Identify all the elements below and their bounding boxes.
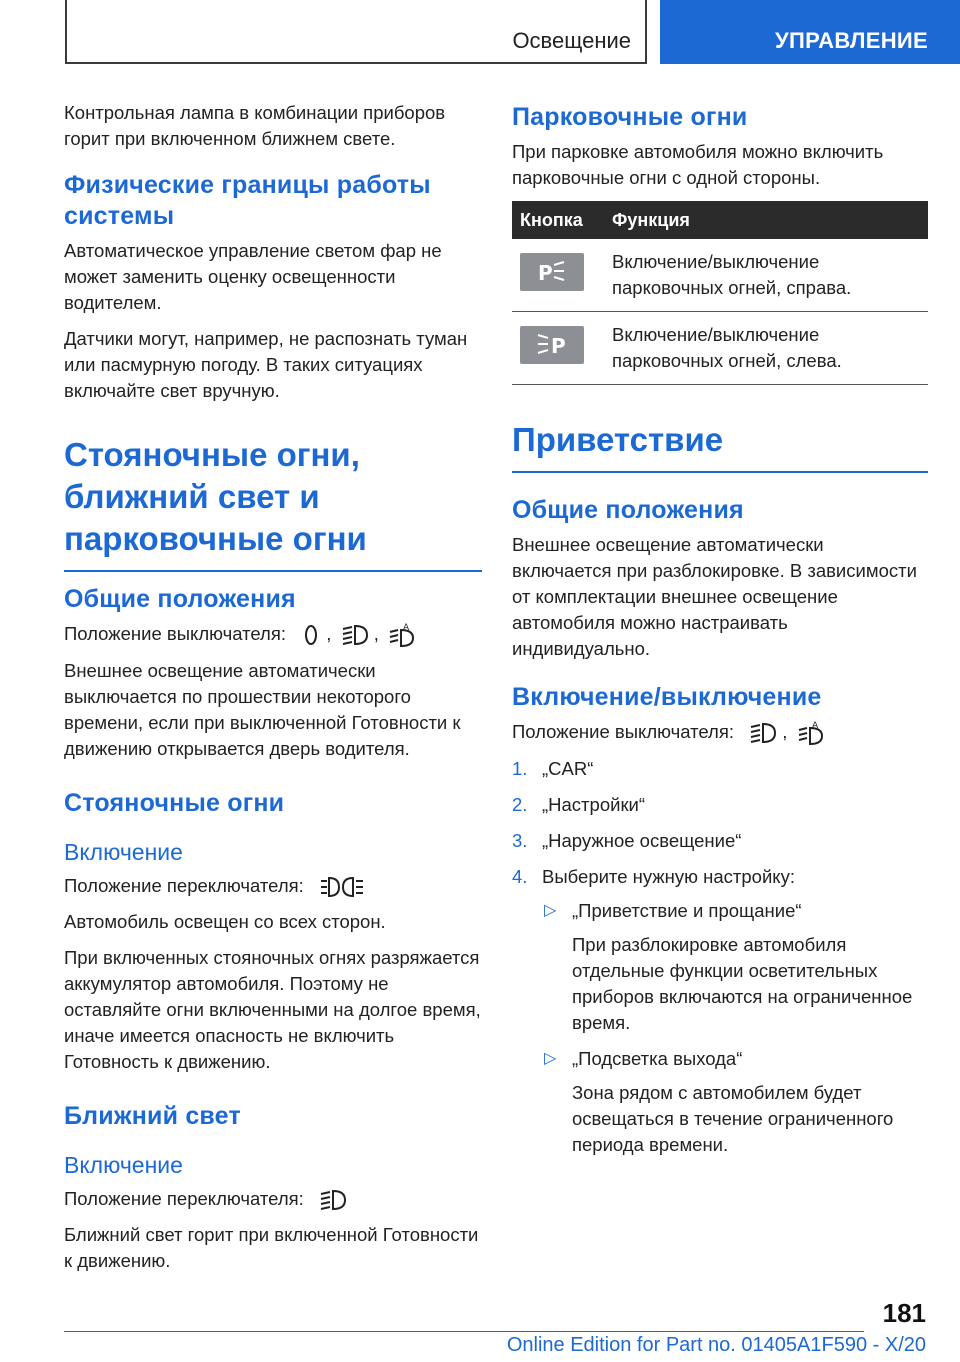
page-number: 181: [882, 1298, 926, 1328]
header-chapter-tab: [660, 0, 960, 64]
list-item: 2. „Настройки“: [512, 794, 646, 816]
low-beam-paragraph: Ближний свет горит при включенной Готовности к движению.: [64, 1224, 479, 1272]
option-description: При разблокировке автомобиля отдельные функции осветительных приборов включаются на ограниченное время.: [572, 934, 913, 1034]
main-section-title: Стояночные огни, ближний свет и парковочные огни: [64, 436, 367, 557]
general-paragraph: Внешнее освещение автоматически выключается по прошествии некоторого времени, если при выключенной Готовности к движению открывается дверь водителя.: [64, 660, 461, 760]
parking-on-subheading: Включение: [64, 839, 183, 866]
low-beam-on-subheading: Включение: [64, 1152, 183, 1179]
low-beam-icon: [341, 623, 369, 647]
list-item: 1. „CAR“: [512, 758, 594, 780]
onoff-heading: Включение/выключение: [512, 683, 822, 711]
parking-lamps-heading: Парковочные огни: [512, 103, 748, 131]
low-beam-heading: Ближний свет: [64, 1102, 241, 1131]
auto-light-icon: [797, 720, 825, 746]
limits-paragraph-1: Автоматическое управление светом фар не может заменить оценку освещенности водителем.: [64, 240, 442, 313]
parking-switch-line: Положение переключателя:: [64, 873, 482, 899]
table-cell-function: Включение/выключение парковочных огней, справа.: [604, 239, 928, 312]
general-heading: Общие положения: [64, 585, 296, 613]
svg-text:A: A: [403, 623, 410, 634]
low-beam-icon: [319, 1188, 347, 1212]
svg-text:P: P: [538, 261, 553, 285]
parking-light-right-icon: [520, 253, 584, 291]
svg-text:A: A: [811, 721, 818, 732]
parking-lamps-paragraph: При парковке автомобиля можно включить парковочные огни с одной стороны.: [512, 141, 884, 188]
list-item: 3. „Наружное освещение“: [512, 830, 742, 852]
limits-heading: Физические границы работы системы: [64, 171, 431, 230]
parking-paragraph-1: Автомобиль освещен со всех сторон.: [64, 911, 386, 933]
limits-paragraph-2: Датчики могут, например, не распознать туман или пасмурную погоду. В таких ситуациях включайте свет вручную.: [64, 328, 468, 401]
welcome-rule: [512, 471, 928, 473]
table-cell-button: [512, 239, 604, 312]
intro-paragraph: Контрольная лампа в комбинации приборов горит при включенном ближнем свете.: [64, 102, 446, 149]
steps-list: [512, 756, 928, 1158]
bullet-triangle-icon: ▷: [544, 1050, 557, 1068]
parking-lamps-table: [512, 201, 928, 385]
header-section-title: Освещение: [512, 28, 631, 53]
low-beam-icon: [749, 721, 777, 745]
header-chapter-title: УПРАВЛЕНИЕ: [775, 28, 928, 53]
table-row: [512, 312, 928, 385]
table-row: [512, 239, 928, 312]
auto-light-icon: [388, 622, 416, 648]
header-section-box: [65, 0, 647, 64]
option-description: Зона рядом с автомобилем будет освещаться в течение ограниченного периода времени.: [572, 1082, 894, 1156]
welcome-general-heading: Общие положения: [512, 496, 744, 524]
option-item: [542, 1046, 928, 1158]
parking-lights-heading: Стояночные огни: [64, 789, 285, 818]
option-title: „Подсветка выхода“: [572, 1048, 743, 1070]
parking-paragraph-2: При включенных стояночных огнях разряжается аккумулятор автомобиля. Поэтому не оставляйте огни включенными на долгое время, иначе имеется опасность не включить Готовность к движению.: [64, 947, 481, 1073]
option-title: „Приветствие и прощание“: [572, 900, 802, 922]
edition-footer: Online Edition for Part no. 01405A1F590 - X/20: [506, 1334, 926, 1356]
option-item: [542, 898, 928, 1036]
footer-rule: [64, 1331, 864, 1332]
low-beam-switch-line: Положение переключателя:: [64, 1186, 482, 1212]
options-list: [542, 898, 928, 1158]
parking-light-icon: [319, 875, 365, 899]
svg-text:P: P: [551, 334, 566, 358]
main-section-rule: [64, 570, 482, 572]
table-header-function: Функция: [604, 201, 928, 239]
welcome-title: Приветствие: [512, 421, 724, 458]
list-item: 4. Выберите нужную настройку: ▷ „Приветствие и прощание“ При разблокировке автомобиля отдельные функции осветительных приборов включаются на ограниченное время. ▷ „Подсветка выхода“ Зона рядом с автомобилем будет освещаться в течение ограниченного периода времени.: [512, 864, 928, 1158]
welcome-general-paragraph: Внешнее освещение автоматически включается при разблокировке. В зависимости от комплектации внешнее освещение автомобиля можно настраивать индивидуально.: [512, 534, 917, 659]
table-header-row: [512, 201, 928, 239]
table-header-button: Кнопка: [512, 201, 604, 239]
table-cell-function: Включение/выключение парковочных огней, слева.: [604, 312, 928, 385]
onoff-switch-line: Положение выключателя: , A: [512, 719, 928, 746]
table-cell-button: [512, 312, 604, 385]
parking-light-left-icon: [520, 326, 584, 364]
right-column: [512, 100, 928, 1168]
left-column: [64, 100, 482, 1284]
light-off-icon: [301, 623, 321, 647]
bullet-triangle-icon: ▷: [544, 902, 557, 920]
general-switch-line: Положение выключателя: , , A: [64, 621, 482, 648]
